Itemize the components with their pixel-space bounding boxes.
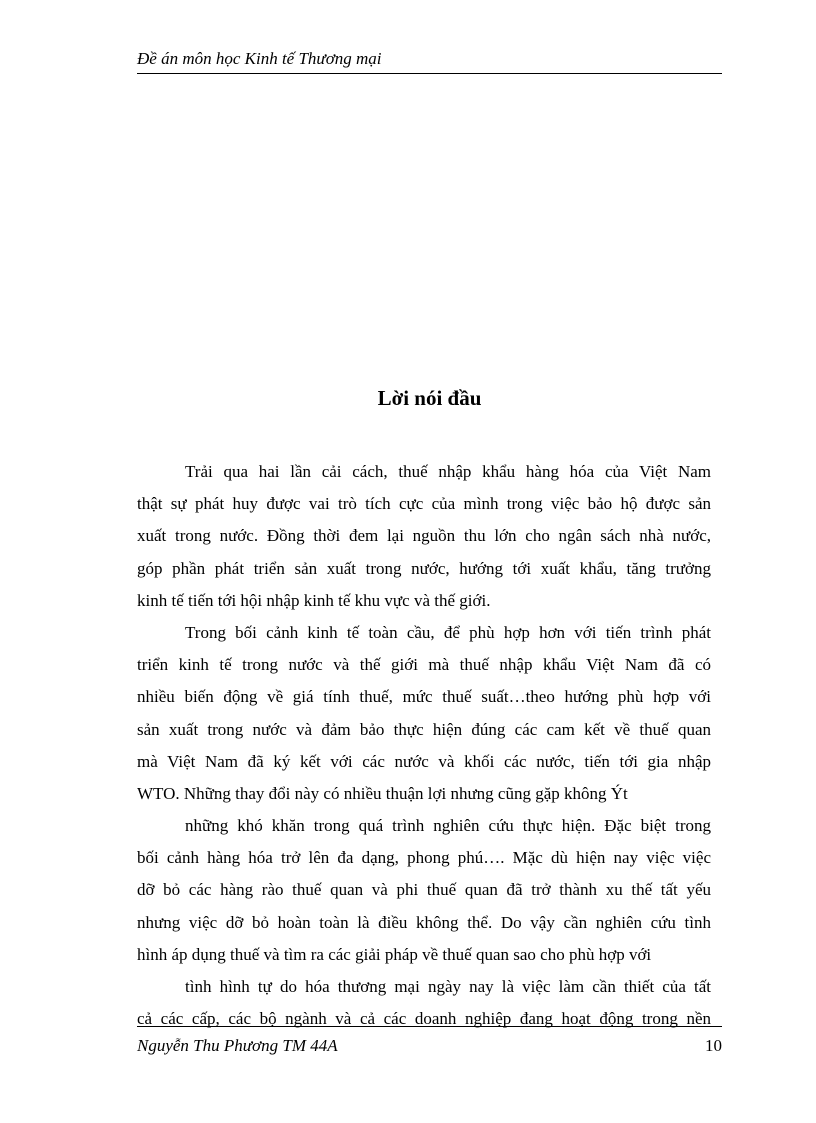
text-line: tình hình tự do hóa thương mại ngày nay là việc làm cần thiết của tất (185, 977, 711, 996)
header-title: Đề án môn học Kinh tế Thương mại (137, 49, 382, 68)
text-line: hình áp dụng thuế và tìm ra các giải pháp về thuế quan sao cho phù hợp với (137, 944, 652, 964)
text-line: kinh tế tiến tới hội nhập kinh tế khu vực và thế giới. (137, 590, 491, 610)
text-line: WTO. Những thay đổi này có nhiều thuận lợi nhưng cũng gặp không Ýt (137, 783, 628, 803)
text-line: dỡ bỏ các hàng rào thuế quan và phi thuế quan đã trở thành xu thế tất yếu (137, 880, 711, 900)
text-line: góp phần phát triển sản xuất trong nước, hướng tới xuất khẩu, tăng trưởng (137, 558, 711, 578)
text-line: nhiều biến động về giá tính thuế, mức thuế suất…theo hướng phù hợp với (137, 687, 711, 707)
text-line: xuất trong nước. Đồng thời đem lại nguồn thu lớn cho ngân sách nhà nước, (137, 526, 711, 546)
text-line: những khó khăn trong quá trình nghiên cứu thực hiện. Đặc biệt trong (185, 816, 711, 836)
text-line: cả các cấp, các bộ ngành và cả các doanh nghiệp đang hoạt động trong nền (137, 1009, 711, 1029)
text-line: triển kinh tế trong nước và thế giới mà thuế nhập khẩu Việt Nam đã có (137, 655, 711, 675)
page-title: Lời nói đầu (377, 386, 482, 410)
page-footer (137, 1026, 722, 1061)
text-line: nhưng việc dỡ bỏ hoàn toàn là điều không thể. Do vậy cần nghiên cứu tình (137, 912, 711, 932)
page-header (137, 49, 722, 74)
text-line: sản xuất trong nước và đảm bảo thực hiện đúng các cam kết về thuế quan (137, 719, 711, 739)
footer-author: Nguyễn Thu Phương TM 44A (137, 1036, 338, 1055)
text-line: Trải qua hai lần cải cách, thuế nhập khẩu hàng hóa của Việt Nam (185, 462, 711, 481)
text-line: Trong bối cảnh kinh tế toàn cầu, để phù hợp hơn với tiến trình phát (185, 622, 711, 642)
text-line: thật sự phát huy được vai trò tích cực của mình trong việc bảo hộ được sản (137, 494, 711, 514)
page-number: 10 (705, 1036, 722, 1055)
text-line: mà Việt Nam đã ký kết với các nước và khối các nước, tiến tới gia nhập (137, 751, 711, 771)
text-line: bối cảnh hàng hóa trở lên đa dạng, phong phú…. Mặc dù hiện nay việc việc (137, 848, 711, 868)
body-text (137, 456, 711, 1035)
